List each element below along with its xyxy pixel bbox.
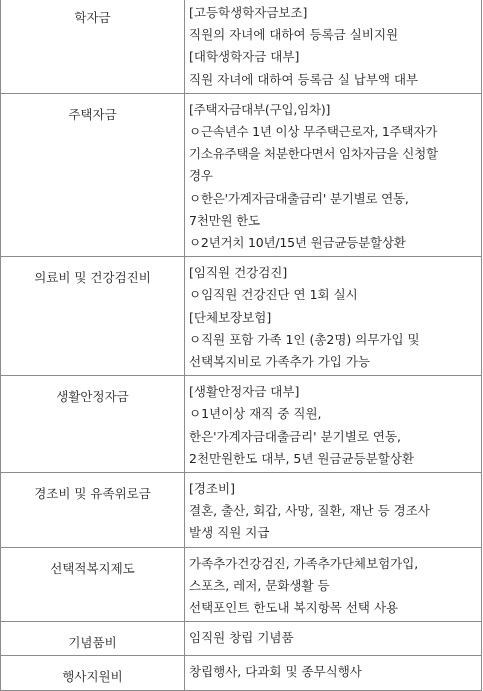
description-cell <box>185 473 482 548</box>
description-line: ㅇ1년이상 재직 중 직원, <box>189 406 322 422</box>
description-line: ㅇ직원 포함 가족 1인 (총2명) 의무가입 및 <box>189 331 420 347</box>
description-cell <box>185 0 482 93</box>
category-cell: 행사지원비 <box>1 656 185 690</box>
table-row <box>1 257 482 376</box>
description-line: 발생 직원 지급 <box>189 525 270 541</box>
description-line: 2천만원한도 대부, 5년 원금균등분할상환 <box>189 450 414 466</box>
description-line: 결혼, 출산, 회갑, 사망, 질환, 재난 등 경조사 <box>189 503 430 519</box>
description-line: 선택복지비로 가족추가 가입 가능 <box>189 354 370 370</box>
description-line: 경우 <box>189 168 213 184</box>
description-line: ㅇ임직원 건강진단 연 1회 실시 <box>189 287 358 303</box>
table-row <box>1 376 482 473</box>
category-cell: 주택자금 <box>1 93 185 256</box>
description-line: [임직원 건강검진] <box>189 265 288 281</box>
description-line: [생활안정자금 대부] <box>189 384 300 400</box>
table-row <box>1 0 482 93</box>
table-row <box>1 547 482 622</box>
description-line: ㅇ한은'가계자금대출금리' 분기별로 연동, <box>189 190 409 206</box>
description-cell <box>185 376 482 473</box>
description-line: 직원의 자녀에 대하여 등록금 실비지원 <box>189 27 399 43</box>
description-line: 스포츠, 레저, 문화생활 등 <box>189 577 330 593</box>
description-line: [주택자금대부(구입,임차)] <box>189 101 331 117</box>
description-line: 가족추가건강검진, 가족추가단체보험가입, <box>189 555 419 571</box>
description-line: 선택포인트 한도내 복지항목 선택 사용 <box>189 600 399 616</box>
description-line: [경조비] <box>189 481 235 497</box>
description-line: 직원 자녀에 대하여 등록금 실 납부액 대부 <box>189 71 419 87</box>
category-cell: 학자금 <box>1 0 185 93</box>
category-cell: 생활안정자금 <box>1 376 185 473</box>
description-cell <box>185 257 482 376</box>
description-line: 창립행사, 다과회 및 종무식행사 <box>189 664 362 680</box>
description-line: [단체보장보험] <box>189 309 272 325</box>
description-cell <box>185 656 482 690</box>
description-cell <box>185 93 482 256</box>
description-line: 한은'가계자금대출금리' 분기별로 연동, <box>189 428 401 444</box>
description-line: 7천만원 한도 <box>189 212 260 228</box>
category-cell: 선택적복지제도 <box>1 547 185 622</box>
description-line: ㅇ2년거치 10년/15년 원금균등분할상환 <box>189 235 406 251</box>
table-row <box>1 473 482 548</box>
description-line: 임직원 창립 기념품 <box>189 630 294 646</box>
table-row <box>1 93 482 256</box>
category-cell: 경조비 및 유족위로금 <box>1 473 185 548</box>
table-row <box>1 656 482 690</box>
description-line: [대학생학자금 대부] <box>189 49 300 65</box>
category-cell: 의료비 및 건강검진비 <box>1 257 185 376</box>
description-cell <box>185 547 482 622</box>
category-cell: 기념품비 <box>1 622 185 656</box>
table-body <box>1 0 482 690</box>
description-line: ㅇ근속년수 1년 이상 무주택근로자, 1주택자가 <box>189 124 438 140</box>
description-line: [고등학생학자금보조] <box>189 5 308 20</box>
description-line: 기소유주택을 처분한다면서 임차자금을 신청할 <box>189 146 438 162</box>
